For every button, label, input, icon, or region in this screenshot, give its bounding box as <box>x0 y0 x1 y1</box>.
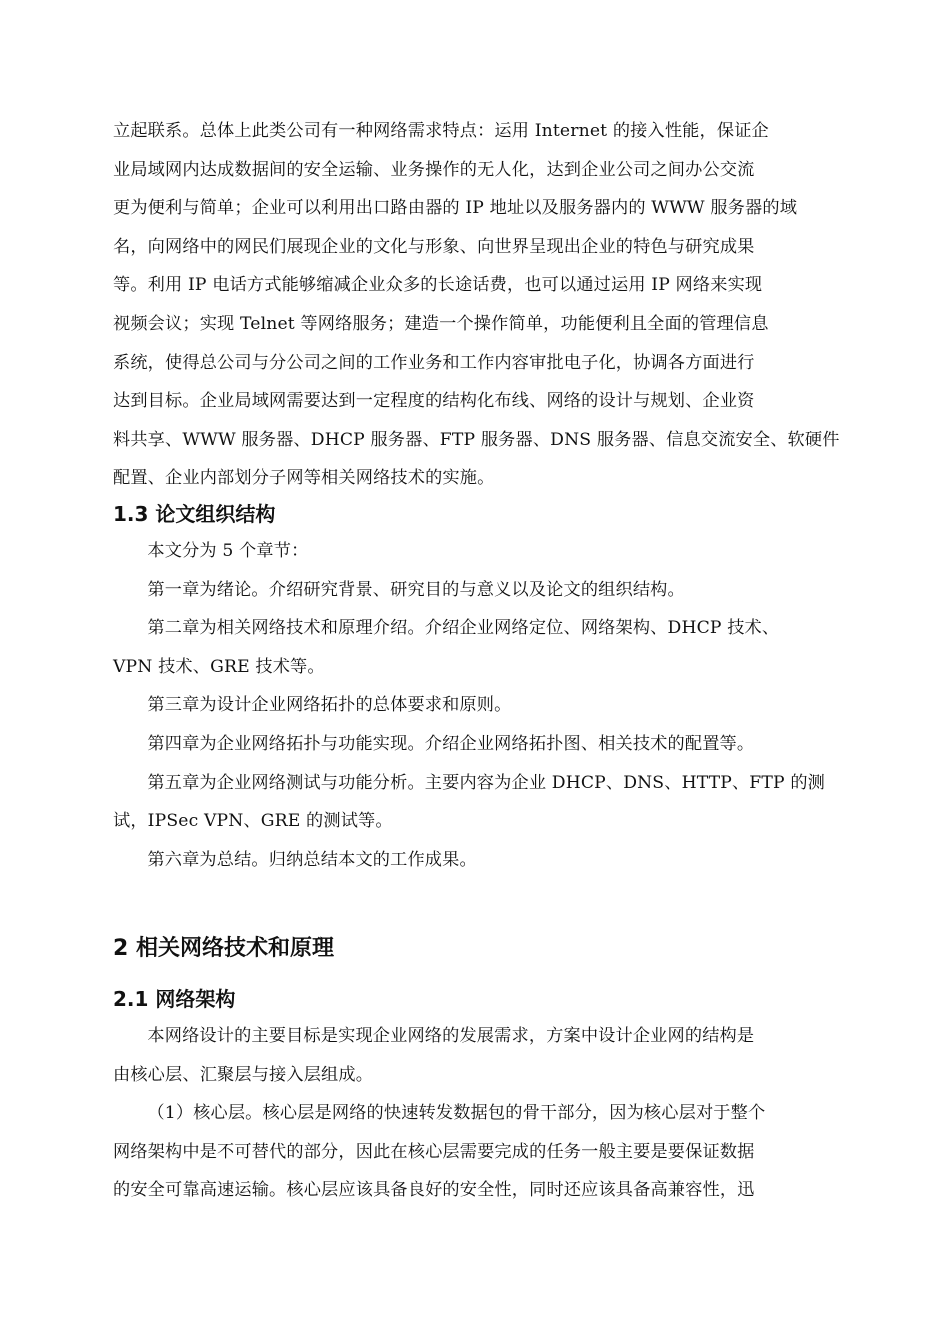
intro-line: 视频会议；实现 Telnet 等网络服务；建造一个操作简单，功能便利且全面的管理信息 <box>113 313 769 334</box>
intro-line: 料共享、WWW 服务器、DHCP 服务器、FTP 服务器、DNS 服务器、信息交流安全、软硬件 <box>113 429 840 450</box>
chapter-summary-line: 第五章为企业网络测试与功能分析。主要内容为企业 DHCP、DNS、HTTP、FTP 的测 <box>147 772 826 793</box>
intro-line: 达到目标。企业局域网需要达到一定程度的结构化布线、网络的设计与规划、企业资 <box>113 391 755 412</box>
chapter-summary-line: 试，IPSec VPN、GRE 的测试等。 <box>113 811 393 832</box>
body-line: 本网络设计的主要目标是实现企业网络的发展需求，方案中设计企业网的结构是 <box>147 1026 755 1046</box>
section-title: 1.3 论文组织结构 <box>113 502 276 526</box>
section-1-3-body <box>113 532 839 879</box>
chapter-summary-line: 第四章为企业网络拓扑与功能实现。介绍企业网络拓扑图、相关技术的配置等。 <box>147 733 755 754</box>
chapter-title: 2 相关网络技术和原理 <box>113 936 334 961</box>
body-line: 网络架构中是不可替代的部分，因此在核心层需要完成的任务一般主要是要保证数据 <box>113 1141 755 1162</box>
chapter-summary-line: 第三章为设计企业网络拓扑的总体要求和原则。 <box>147 695 512 716</box>
body-line: 的安全可靠高速运输。核心层应该具备良好的安全性，同时还应该具备高兼容性，迅 <box>113 1180 755 1201</box>
section-title: 2.1 网络架构 <box>113 987 236 1011</box>
body-line: 由核心层、汇聚层与接入层组成。 <box>113 1064 374 1085</box>
body-line: （1）核心层。核心层是网络的快速转发数据包的骨干部分，因为核心层对于整个 <box>147 1103 766 1124</box>
chapter-summary-line: 第六章为总结。归纳总结本文的工作成果。 <box>147 849 477 870</box>
intro-line: 等。利用 IP 电话方式能够缩减企业众多的长途话费，也可以通过运用 IP 网络来实现 <box>113 275 763 296</box>
intro-line: 系统，使得总公司与分公司之间的工作业务和工作内容审批电子化，协调各方面进行 <box>113 352 755 373</box>
section-heading-1-3 <box>113 500 839 528</box>
chapter-summary-line: 第一章为绪论。介绍研究背景、研究目的与意义以及论文的组织结构。 <box>147 579 685 600</box>
section-heading-2-1 <box>113 985 839 1013</box>
chapter-heading-2 <box>113 934 839 964</box>
intro-line: 业局域网内达成数据间的安全运输、业务操作的无人化，达到企业公司之间办公交流 <box>113 159 755 180</box>
intro-paragraph <box>113 112 839 498</box>
intro-line: 配置、企业内部划分子网等相关网络技术的实施。 <box>113 468 495 489</box>
intro-line: 立起联系。总体上此类公司有一种网络需求特点：运用 Internet 的接入性能，保证企 <box>113 121 769 141</box>
section-2-1-body <box>113 1017 839 1210</box>
intro-line: 更为便利与简单；企业可以利用出口路由器的 IP 地址以及服务器内的 WWW 服务器的域 <box>113 198 798 219</box>
intro-line: 名，向网络中的网民们展现企业的文化与形象、向世界呈现出企业的特色与研究成果 <box>113 236 755 257</box>
chapter-summary-line: VPN 技术、GRE 技术等。 <box>113 656 325 677</box>
chapter-summary-line: 第二章为相关网络技术和原理介绍。介绍企业网络定位、网络架构、DHCP 技术、 <box>147 618 780 639</box>
chapter-summary-line: 本文分为 5 个章节： <box>147 541 309 561</box>
